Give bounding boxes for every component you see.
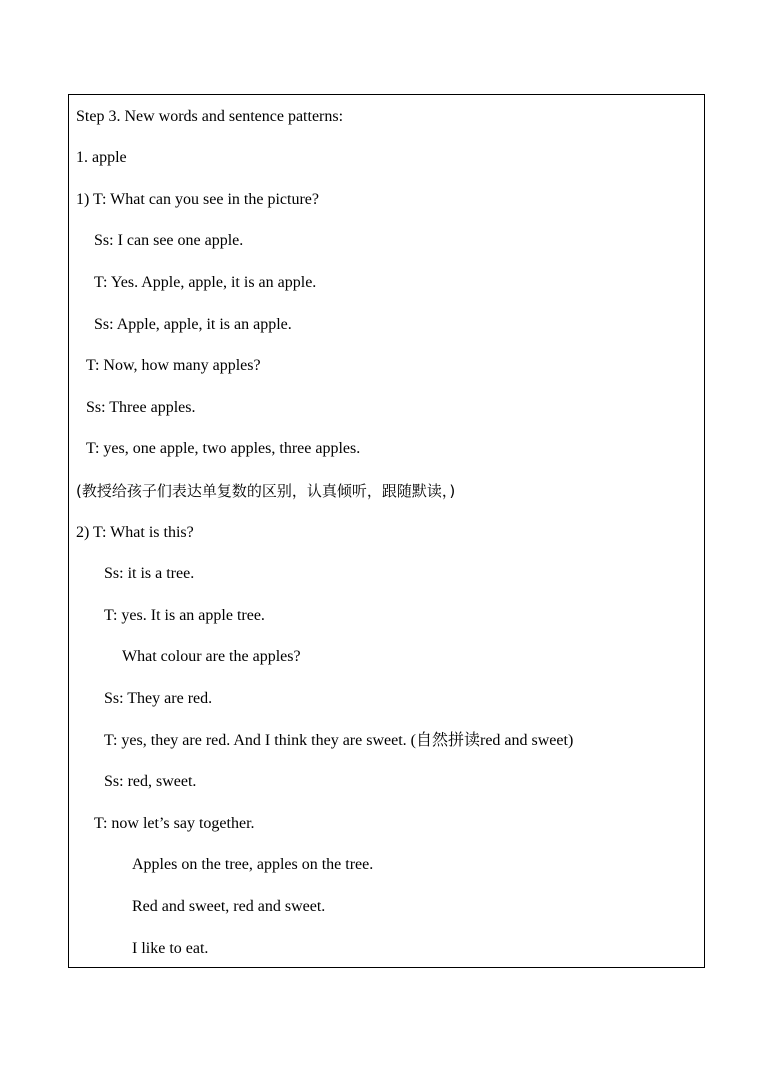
vocab-item-apple: 1. apple [76, 149, 127, 166]
dialogue-line: Ss: They are red. [104, 690, 213, 707]
dialogue-line: Ss: Three apples. [86, 399, 196, 416]
dialogue-line: Ss: Apple, apple, it is an apple. [94, 316, 292, 333]
chant-line: Apples on the tree, apples on the tree. [132, 856, 374, 873]
dialogue-line: Ss: I can see one apple. [94, 232, 244, 249]
dialogue-line: What colour are the apples? [122, 648, 301, 665]
dialogue-line: T: now let’s say together. [94, 815, 255, 832]
dialogue-line: T: yes. It is an apple tree. [104, 607, 265, 624]
dialogue-line: T: yes, they are red. And I think they are sweet. (自然拼读red and sweet) [104, 732, 574, 749]
dialogue-line: 1) T: What can you see in the picture? [76, 191, 319, 208]
chant-line: Red and sweet, red and sweet. [132, 898, 326, 915]
chant-line: I like to eat. [132, 940, 209, 957]
dialogue-line: T: yes, one apple, two apples, three apples. [86, 440, 361, 457]
dialogue-line: T: Now, how many apples? [86, 357, 261, 374]
dialogue-line: Ss: red, sweet. [104, 773, 197, 790]
step-heading: Step 3. New words and sentence patterns: [76, 108, 344, 125]
dialogue-line: T: Yes. Apple, apple, it is an apple. [94, 274, 317, 291]
dialogue-line: 2) T: What is this? [76, 524, 194, 541]
teaching-note: (教授给孩子们表达单复数的区别，认真倾听，跟随默读，) [76, 482, 456, 500]
dialogue-line: Ss: it is a tree. [104, 565, 195, 582]
